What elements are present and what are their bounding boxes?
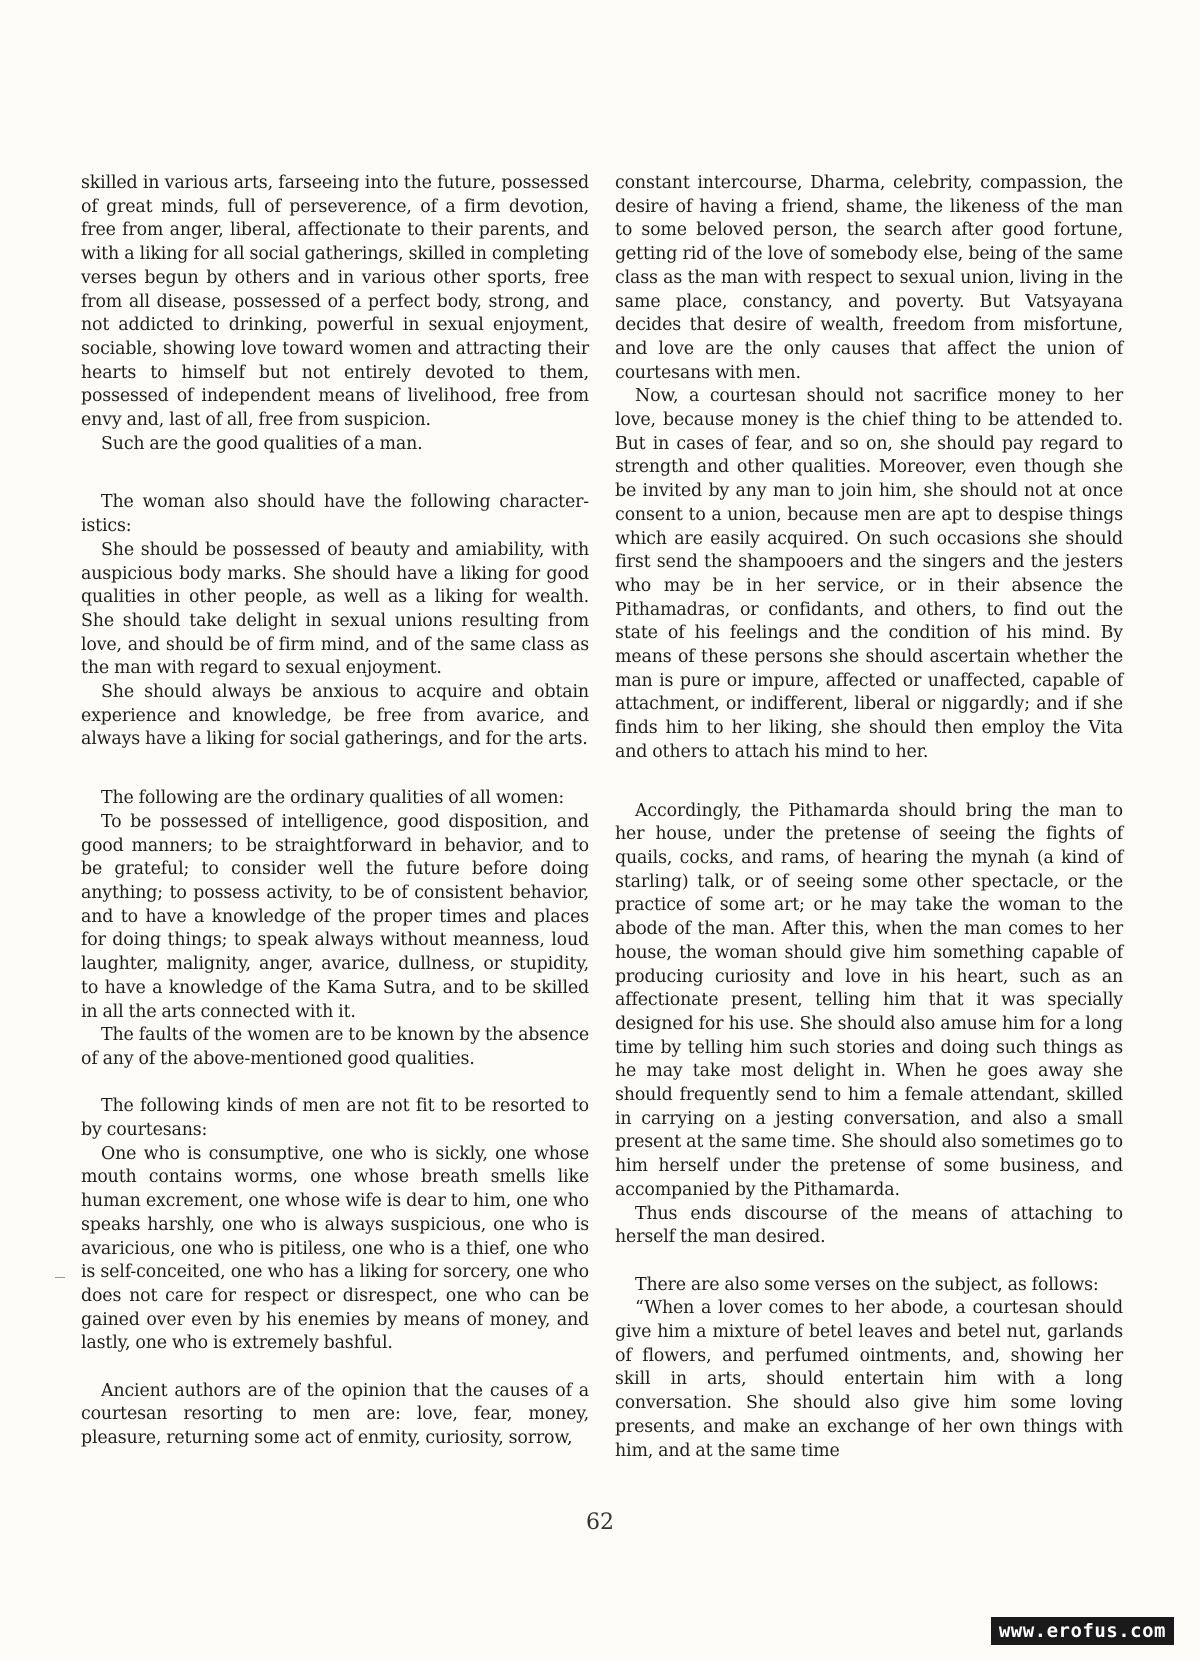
- paragraph: “When a lover comes to her abode, a courtesan should give him a mixture of betel leaves and betel nut, garlands of flowers, and perfumed ointments, and, showing her skill in arts, should entertain him with a long conversation. She should also give him some loving presents, and make an exchange of her own things with him, and at the same time: [615, 1298, 1123, 1461]
- paragraph: Ancient authors are of the opinion that the causes of a courtesan resorting to men are: love, fear, money, pleasure, returning some act of enmity, curiosity, sorrow,: [81, 1380, 589, 1449]
- paragraph: Such are the good qualities of a man.: [101, 433, 423, 454]
- paragraph: skilled in various arts, farseeing into the future, possessed of great minds, full of perseverence, of a firm devotion, free from anger, liberal, affectionate to their parents, and with a liking for all social gatherings, skilled in completing verses begun by others and in various other sports, free from all disease, possessed of a perfect body, strong, and not addicted to drinking, powerful in sexual enjoyment, sociable, showing love toward women and attracting their hearts to himself but not entirely devoted to them, possessed of independent means of livelihood, free from envy and, last of all, free from suspicion.: [81, 173, 589, 431]
- paragraph: To be possessed of intelligence, good disposition, and good manners; to be straightforward in behavior, and to be grateful; to consider well the future before doing anything; to possess activity, to be of consistent behavior, and to have a knowledge of the proper times and places for doing things; to speak always without meanness, loud laughter, malignity, anger, avarice, dullness, or stupidity, to have a knowledge of the Kama Sutra, and to be skilled in all the arts connected with it.: [81, 811, 589, 1022]
- paragraph: The woman also should have the following character-istics:: [81, 492, 589, 537]
- right-column: [615, 172, 1123, 1463]
- margin-mark: [55, 1277, 65, 1278]
- paragraph: Thus ends discourse of the means of attaching to herself the man desired.: [615, 1203, 1123, 1248]
- paragraph: The following kinds of men are not fit to be resorted to by courtesans:: [81, 1096, 589, 1140]
- paragraph: There are also some verses on the subject, as follows:: [635, 1274, 1099, 1295]
- paragraph: The faults of the women are to be known by the absence of any of the above-mentioned good qualities.: [81, 1025, 589, 1069]
- paragraph: Accordingly, the Pithamarda should bring the man to her house, under the pretense of seeing the fights of quails, cocks, and rams, of hearing the mynah (a kind of starling) talk, or of seeing some other spectacle, or the practice of some art; or he may take the woman to the abode of the man. After this, when the man comes to her house, the woman should give him something capable of producing curiosity and love in his heart, such as an affectionate present, telling him that it was specially designed for his use. She should also amuse him for a long time by telling him such stories and doing such things as he may take most delight in. When he goes away she should frequently send to him a female attendant, skilled in carrying on a jesting conversation, and also a small present at the same time. She should also sometimes go to him herself under the pretense of some business, and accompanied by the Pithamarda.: [615, 800, 1123, 1200]
- paragraph: The following are the ordinary qualities of all women:: [101, 788, 565, 809]
- paragraph: She should be possessed of beauty and amiability, with auspicious body marks. She should have a liking for good qualities in other people, as well as a liking for wealth. She should take delight in sexual unions resulting from love, and should be of firm mind, and of the same class as the man with regard to sexual enjoyment.: [81, 539, 589, 679]
- paragraph: constant intercourse, Dharma, celebrity, compassion, the desire of having a friend, shame, the likeness of the man to some beloved person, the search after good fortune, getting rid of the love of somebody else, being of the same class as the man with respect to sexual union, living in the same place, constancy, and poverty. But Vatsyayana decides that desire of wealth, freedom from misfortune, and love are the only causes that affect the union of courtesans with men.: [615, 173, 1123, 383]
- watermark-label: www.erofus.com: [991, 1617, 1174, 1645]
- paragraph: Now, a courtesan should not sacrifice money to her love, because money is the chief thing to be attended to. But in cases of fear, and so on, she should pay regard to strength and other qualities. Moreover, even though she be invited by any man to join him, she should not at once consent to a union, because men are apt to despise things which are easily acquired. On such occasions she should first send the shampooers and the singers and the jesters who may be in her service, or in their absence the Pithamadras, or confidants, and others, to find out the state of his feelings and the condition of his mind. By means of these persons she should ascertain whether the man is pure or impure, affected or unaffected, capable of attachment, or indifferent, liberal or niggardly; and if she finds him to her liking, she should then employ the Vita and others to attach his mind to her.: [615, 386, 1123, 762]
- paragraph: She should always be anxious to acquire and obtain experience and knowledge, be free from avarice, and always have a liking for social gatherings, and for the arts.: [81, 682, 589, 750]
- paragraph: One who is consumptive, one who is sickly, one whose mouth contains worms, one whose breath smells like human excrement, one whose wife is dear to him, one who speaks harshly, one who is always suspicious, one who is avaricious, one who is pitiless, one who is a thief, one who is self-conceited, one who has a liking for sorcery, one who does not care for respect or disrespect, one who can be gained over even by his enemies by means of money, and lastly, one who is extremely bashful.: [81, 1143, 589, 1354]
- left-column: [81, 172, 589, 1451]
- page-number: 62: [586, 1510, 614, 1535]
